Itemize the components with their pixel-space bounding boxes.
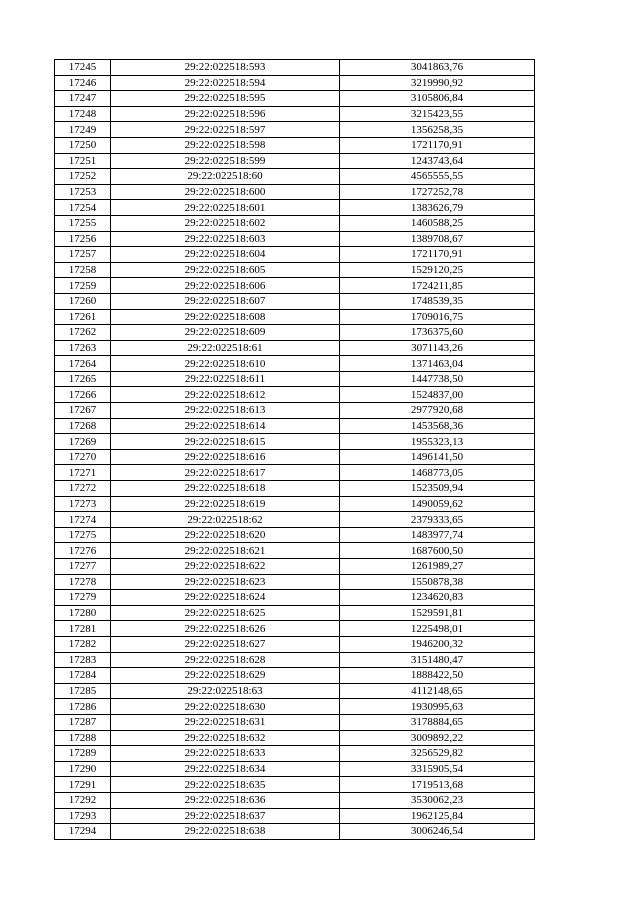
cadastral-number-cell: 29:22:022518:619 xyxy=(111,496,340,512)
cadastral-number-cell: 29:22:022518:611 xyxy=(111,371,340,387)
value-cell: 2977920,68 xyxy=(340,403,535,419)
value-cell: 3315905,54 xyxy=(340,761,535,777)
row-number-cell: 17267 xyxy=(55,403,111,419)
table-row xyxy=(55,465,535,481)
row-number-cell: 17266 xyxy=(55,387,111,403)
table-row xyxy=(55,761,535,777)
cadastral-number-cell: 29:22:022518:61 xyxy=(111,340,340,356)
cadastral-number-cell: 29:22:022518:607 xyxy=(111,293,340,309)
table-row xyxy=(55,247,535,263)
row-number-cell: 17247 xyxy=(55,91,111,107)
value-cell: 1524837,00 xyxy=(340,387,535,403)
cadastral-number-cell: 29:22:022518:638 xyxy=(111,824,340,840)
value-cell: 1383626,79 xyxy=(340,200,535,216)
cadastral-number-cell: 29:22:022518:630 xyxy=(111,699,340,715)
cadastral-number-cell: 29:22:022518:597 xyxy=(111,122,340,138)
row-number-cell: 17278 xyxy=(55,574,111,590)
value-cell: 3105806,84 xyxy=(340,91,535,107)
table-row xyxy=(55,481,535,497)
table-row xyxy=(55,340,535,356)
row-number-cell: 17291 xyxy=(55,777,111,793)
value-cell: 4565555,55 xyxy=(340,169,535,185)
cadastral-number-cell: 29:22:022518:606 xyxy=(111,278,340,294)
row-number-cell: 17253 xyxy=(55,184,111,200)
row-number-cell: 17277 xyxy=(55,559,111,575)
value-cell: 1930995,63 xyxy=(340,699,535,715)
table-row xyxy=(55,652,535,668)
cadastral-number-cell: 29:22:022518:614 xyxy=(111,418,340,434)
value-cell: 1490059,62 xyxy=(340,496,535,512)
row-number-cell: 17251 xyxy=(55,153,111,169)
cadastral-number-cell: 29:22:022518:636 xyxy=(111,792,340,808)
value-cell: 1748539,35 xyxy=(340,293,535,309)
value-cell: 1721170,91 xyxy=(340,137,535,153)
cadastral-number-cell: 29:22:022518:637 xyxy=(111,808,340,824)
row-number-cell: 17248 xyxy=(55,106,111,122)
value-cell: 1243743,64 xyxy=(340,153,535,169)
cadastral-number-cell: 29:22:022518:62 xyxy=(111,512,340,528)
value-cell: 3215423,55 xyxy=(340,106,535,122)
value-cell: 3178884,65 xyxy=(340,714,535,730)
table-row xyxy=(55,293,535,309)
cadastral-number-cell: 29:22:022518:612 xyxy=(111,387,340,403)
table-row xyxy=(55,449,535,465)
value-cell: 1719513,68 xyxy=(340,777,535,793)
table-row xyxy=(55,621,535,637)
table-row xyxy=(55,824,535,840)
row-number-cell: 17285 xyxy=(55,683,111,699)
row-number-cell: 17292 xyxy=(55,792,111,808)
value-cell: 1955323,13 xyxy=(340,434,535,450)
cadastral-number-cell: 29:22:022518:621 xyxy=(111,543,340,559)
value-cell: 1550878,38 xyxy=(340,574,535,590)
value-cell: 1371463,04 xyxy=(340,356,535,372)
cadastral-number-cell: 29:22:022518:609 xyxy=(111,325,340,341)
value-cell: 1389708,67 xyxy=(340,231,535,247)
row-number-cell: 17254 xyxy=(55,200,111,216)
cadastral-number-cell: 29:22:022518:629 xyxy=(111,668,340,684)
value-cell: 1523509,94 xyxy=(340,481,535,497)
table-row xyxy=(55,184,535,200)
row-number-cell: 17269 xyxy=(55,434,111,450)
value-cell: 3530062,23 xyxy=(340,792,535,808)
cadastral-number-cell: 29:22:022518:610 xyxy=(111,356,340,372)
value-cell: 1447738,50 xyxy=(340,371,535,387)
table-row xyxy=(55,278,535,294)
row-number-cell: 17274 xyxy=(55,512,111,528)
row-number-cell: 17273 xyxy=(55,496,111,512)
cadastral-number-cell: 29:22:022518:598 xyxy=(111,137,340,153)
table-row xyxy=(55,403,535,419)
row-number-cell: 17283 xyxy=(55,652,111,668)
value-cell: 3041863,76 xyxy=(340,60,535,76)
row-number-cell: 17294 xyxy=(55,824,111,840)
table-row xyxy=(55,792,535,808)
row-number-cell: 17287 xyxy=(55,714,111,730)
cadastral-number-cell: 29:22:022518:628 xyxy=(111,652,340,668)
row-number-cell: 17280 xyxy=(55,605,111,621)
value-cell: 1225498,01 xyxy=(340,621,535,637)
row-number-cell: 17268 xyxy=(55,418,111,434)
cadastral-number-cell: 29:22:022518:626 xyxy=(111,621,340,637)
value-cell: 1234620,83 xyxy=(340,590,535,606)
cadastral-number-cell: 29:22:022518:622 xyxy=(111,559,340,575)
row-number-cell: 17282 xyxy=(55,636,111,652)
cadastral-number-cell: 29:22:022518:605 xyxy=(111,262,340,278)
row-number-cell: 17281 xyxy=(55,621,111,637)
cadastral-number-cell: 29:22:022518:600 xyxy=(111,184,340,200)
cadastral-number-cell: 29:22:022518:620 xyxy=(111,527,340,543)
cadastral-number-cell: 29:22:022518:593 xyxy=(111,60,340,76)
table-row xyxy=(55,512,535,528)
table-row xyxy=(55,371,535,387)
row-number-cell: 17257 xyxy=(55,247,111,263)
row-number-cell: 17262 xyxy=(55,325,111,341)
row-number-cell: 17261 xyxy=(55,309,111,325)
value-cell: 3071143,26 xyxy=(340,340,535,356)
table-row xyxy=(55,559,535,575)
row-number-cell: 17263 xyxy=(55,340,111,356)
row-number-cell: 17256 xyxy=(55,231,111,247)
value-cell: 1529120,25 xyxy=(340,262,535,278)
table-row xyxy=(55,777,535,793)
cadastral-number-cell: 29:22:022518:63 xyxy=(111,683,340,699)
table-row xyxy=(55,527,535,543)
table-row xyxy=(55,231,535,247)
row-number-cell: 17288 xyxy=(55,730,111,746)
cadastral-number-cell: 29:22:022518:623 xyxy=(111,574,340,590)
row-number-cell: 17258 xyxy=(55,262,111,278)
table-row xyxy=(55,543,535,559)
row-number-cell: 17250 xyxy=(55,137,111,153)
table-row xyxy=(55,574,535,590)
row-number-cell: 17249 xyxy=(55,122,111,138)
row-number-cell: 17289 xyxy=(55,746,111,762)
table-row xyxy=(55,699,535,715)
table-row xyxy=(55,60,535,76)
table-row xyxy=(55,605,535,621)
table-row xyxy=(55,808,535,824)
table-row xyxy=(55,356,535,372)
cadastral-number-cell: 29:22:022518:60 xyxy=(111,169,340,185)
cadastral-number-cell: 29:22:022518:616 xyxy=(111,449,340,465)
cadastral-number-cell: 29:22:022518:608 xyxy=(111,309,340,325)
cadastral-number-cell: 29:22:022518:602 xyxy=(111,215,340,231)
value-cell: 1356258,35 xyxy=(340,122,535,138)
table-body xyxy=(55,60,535,840)
table-row xyxy=(55,215,535,231)
table-row xyxy=(55,590,535,606)
table-row xyxy=(55,122,535,138)
cadastral-number-cell: 29:22:022518:631 xyxy=(111,714,340,730)
value-cell: 1736375,60 xyxy=(340,325,535,341)
value-cell: 1496141,50 xyxy=(340,449,535,465)
table-row xyxy=(55,75,535,91)
table-row xyxy=(55,496,535,512)
cadastral-number-cell: 29:22:022518:625 xyxy=(111,605,340,621)
table-row xyxy=(55,309,535,325)
table-row xyxy=(55,137,535,153)
row-number-cell: 17259 xyxy=(55,278,111,294)
table-row xyxy=(55,683,535,699)
cadastral-number-cell: 29:22:022518:595 xyxy=(111,91,340,107)
value-cell: 4112148,65 xyxy=(340,683,535,699)
value-cell: 3219990,92 xyxy=(340,75,535,91)
value-cell: 1468773,05 xyxy=(340,465,535,481)
row-number-cell: 17284 xyxy=(55,668,111,684)
table-row xyxy=(55,106,535,122)
value-cell: 1453568,36 xyxy=(340,418,535,434)
table-row xyxy=(55,636,535,652)
row-number-cell: 17286 xyxy=(55,699,111,715)
value-cell: 2379333,65 xyxy=(340,512,535,528)
table-row xyxy=(55,418,535,434)
table-row xyxy=(55,262,535,278)
cadastral-number-cell: 29:22:022518:627 xyxy=(111,636,340,652)
value-cell: 1946200,32 xyxy=(340,636,535,652)
cadastral-number-cell: 29:22:022518:596 xyxy=(111,106,340,122)
value-cell: 1727252,78 xyxy=(340,184,535,200)
row-number-cell: 17276 xyxy=(55,543,111,559)
row-number-cell: 17260 xyxy=(55,293,111,309)
cadastral-number-cell: 29:22:022518:635 xyxy=(111,777,340,793)
table-row xyxy=(55,200,535,216)
cadastral-number-cell: 29:22:022518:624 xyxy=(111,590,340,606)
table-row xyxy=(55,91,535,107)
table-row xyxy=(55,714,535,730)
row-number-cell: 17275 xyxy=(55,527,111,543)
value-cell: 1724211,85 xyxy=(340,278,535,294)
value-cell: 1888422,50 xyxy=(340,668,535,684)
cadastral-number-cell: 29:22:022518:601 xyxy=(111,200,340,216)
cadastral-number-cell: 29:22:022518:617 xyxy=(111,465,340,481)
cadastral-number-cell: 29:22:022518:613 xyxy=(111,403,340,419)
row-number-cell: 17252 xyxy=(55,169,111,185)
value-cell: 1261989,27 xyxy=(340,559,535,575)
table-row xyxy=(55,169,535,185)
value-cell: 1709016,75 xyxy=(340,309,535,325)
row-number-cell: 17245 xyxy=(55,60,111,76)
cadastral-number-cell: 29:22:022518:618 xyxy=(111,481,340,497)
table-row xyxy=(55,746,535,762)
table-row xyxy=(55,325,535,341)
value-cell: 1483977,74 xyxy=(340,527,535,543)
cadastral-value-table xyxy=(54,59,535,840)
value-cell: 3151480,47 xyxy=(340,652,535,668)
cadastral-number-cell: 29:22:022518:594 xyxy=(111,75,340,91)
table-row xyxy=(55,434,535,450)
value-cell: 1721170,91 xyxy=(340,247,535,263)
cadastral-number-cell: 29:22:022518:615 xyxy=(111,434,340,450)
row-number-cell: 17290 xyxy=(55,761,111,777)
cadastral-number-cell: 29:22:022518:632 xyxy=(111,730,340,746)
table-row xyxy=(55,387,535,403)
cadastral-number-cell: 29:22:022518:604 xyxy=(111,247,340,263)
cadastral-number-cell: 29:22:022518:603 xyxy=(111,231,340,247)
table-row xyxy=(55,153,535,169)
value-cell: 3256529,82 xyxy=(340,746,535,762)
row-number-cell: 17293 xyxy=(55,808,111,824)
row-number-cell: 17265 xyxy=(55,371,111,387)
row-number-cell: 17255 xyxy=(55,215,111,231)
table-row xyxy=(55,668,535,684)
value-cell: 3006246,54 xyxy=(340,824,535,840)
value-cell: 1529591,81 xyxy=(340,605,535,621)
cadastral-number-cell: 29:22:022518:634 xyxy=(111,761,340,777)
cadastral-number-cell: 29:22:022518:599 xyxy=(111,153,340,169)
row-number-cell: 17264 xyxy=(55,356,111,372)
value-cell: 3009892,22 xyxy=(340,730,535,746)
cadastral-number-cell: 29:22:022518:633 xyxy=(111,746,340,762)
row-number-cell: 17246 xyxy=(55,75,111,91)
row-number-cell: 17272 xyxy=(55,481,111,497)
table-row xyxy=(55,730,535,746)
value-cell: 1460588,25 xyxy=(340,215,535,231)
value-cell: 1962125,84 xyxy=(340,808,535,824)
row-number-cell: 17270 xyxy=(55,449,111,465)
row-number-cell: 17271 xyxy=(55,465,111,481)
value-cell: 1687600,50 xyxy=(340,543,535,559)
row-number-cell: 17279 xyxy=(55,590,111,606)
